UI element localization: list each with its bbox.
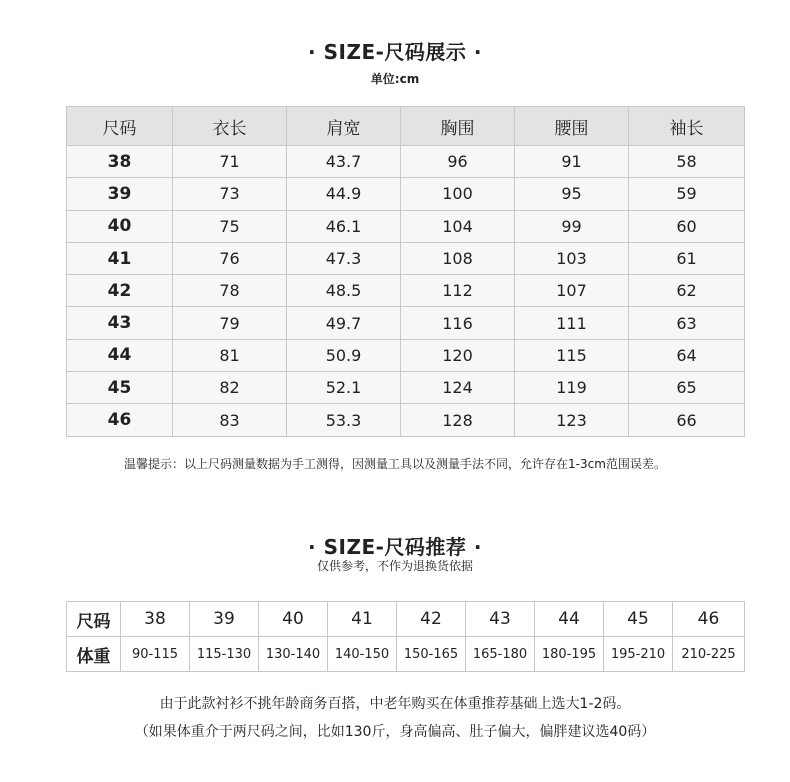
cell-shoulder: 46.1 <box>287 210 401 242</box>
table-row <box>67 146 745 178</box>
cell-sleeve: 62 <box>629 275 745 307</box>
cell-waist: 119 <box>515 372 629 404</box>
cell-sleeve: 60 <box>629 210 745 242</box>
recommend-weight-cell: 210-225 <box>673 637 745 672</box>
recommend-weight-cell: 90-115 <box>121 637 190 672</box>
cell-waist: 99 <box>515 210 629 242</box>
table-row <box>67 210 745 242</box>
header-chest: 胸围 <box>401 107 515 146</box>
cell-waist: 123 <box>515 404 629 436</box>
cell-length: 76 <box>173 242 287 274</box>
recommend-weight-row <box>67 637 745 672</box>
cell-length: 81 <box>173 339 287 371</box>
footer-line-1: 由于此款衬衫不挑年龄商务百搭，中老年购买在体重推荐基础上选大1-2码。 <box>159 696 631 712</box>
size-measurement-table <box>66 106 745 437</box>
cell-length: 82 <box>173 372 287 404</box>
cell-size: 41 <box>67 242 173 274</box>
recommend-weight-cell: 130-140 <box>259 637 328 672</box>
recommend-weight-cell: 140-150 <box>328 637 397 672</box>
cell-waist: 95 <box>515 178 629 210</box>
cell-chest: 100 <box>401 178 515 210</box>
recommend-weight-cell: 180-195 <box>535 637 604 672</box>
weight-row-label: 体重 <box>67 637 121 672</box>
header-waist: 腰围 <box>515 107 629 146</box>
cell-waist: 107 <box>515 275 629 307</box>
header-shoulder: 肩宽 <box>287 107 401 146</box>
header-sleeve: 袖长 <box>629 107 745 146</box>
cell-shoulder: 52.1 <box>287 372 401 404</box>
cell-waist: 91 <box>515 146 629 178</box>
header-length: 衣长 <box>173 107 287 146</box>
size-table-body <box>67 146 745 437</box>
size-row-label: 尺码 <box>67 602 121 637</box>
recommend-size-cell: 45 <box>604 602 673 637</box>
recommend-size-cell: 42 <box>397 602 466 637</box>
cell-sleeve: 66 <box>629 404 745 436</box>
recommend-weight-cell: 150-165 <box>397 637 466 672</box>
cell-chest: 112 <box>401 275 515 307</box>
recommend-size-cell: 41 <box>328 602 397 637</box>
cell-size: 44 <box>67 339 173 371</box>
cell-chest: 128 <box>401 404 515 436</box>
cell-length: 71 <box>173 146 287 178</box>
size-chart-title: · SIZE-尺码展示 · <box>308 40 482 64</box>
measurement-note: 温馨提示：以上尺码测量数据为手工测得，因测量工具以及测量手法不同，允许存在1-3cm范围误差。 <box>124 457 666 471</box>
cell-size: 39 <box>67 178 173 210</box>
cell-size: 46 <box>67 404 173 436</box>
recommend-size-cell: 43 <box>466 602 535 637</box>
cell-length: 73 <box>173 178 287 210</box>
cell-shoulder: 48.5 <box>287 275 401 307</box>
cell-waist: 115 <box>515 339 629 371</box>
recommend-weight-cell: 115-130 <box>190 637 259 672</box>
cell-sleeve: 61 <box>629 242 745 274</box>
cell-chest: 108 <box>401 242 515 274</box>
cell-chest: 124 <box>401 372 515 404</box>
footer-line-2: （如果体重介于两尺码之间，比如130斤，身高偏高、肚子偏大，偏胖建议选40码） <box>134 724 656 740</box>
cell-size: 43 <box>67 307 173 339</box>
cell-waist: 111 <box>515 307 629 339</box>
cell-chest: 104 <box>401 210 515 242</box>
recommend-size-cell: 38 <box>121 602 190 637</box>
recommend-size-cell: 44 <box>535 602 604 637</box>
table-row <box>67 404 745 436</box>
cell-shoulder: 47.3 <box>287 242 401 274</box>
recommend-weight-cell: 195-210 <box>604 637 673 672</box>
unit-label: 单位:cm <box>370 72 420 86</box>
cell-size: 45 <box>67 372 173 404</box>
recommend-weight-cell: 165-180 <box>466 637 535 672</box>
cell-size: 42 <box>67 275 173 307</box>
cell-sleeve: 58 <box>629 146 745 178</box>
cell-length: 79 <box>173 307 287 339</box>
cell-shoulder: 49.7 <box>287 307 401 339</box>
table-row <box>67 307 745 339</box>
cell-length: 78 <box>173 275 287 307</box>
cell-length: 83 <box>173 404 287 436</box>
cell-shoulder: 53.3 <box>287 404 401 436</box>
cell-sleeve: 59 <box>629 178 745 210</box>
cell-shoulder: 44.9 <box>287 178 401 210</box>
cell-chest: 120 <box>401 339 515 371</box>
cell-chest: 96 <box>401 146 515 178</box>
cell-chest: 116 <box>401 307 515 339</box>
recommend-subtitle: 仅供参考，不作为退换货依据 <box>316 559 473 573</box>
table-row <box>67 178 745 210</box>
recommend-size-cell: 46 <box>673 602 745 637</box>
cell-waist: 103 <box>515 242 629 274</box>
recommend-size-row <box>67 602 745 637</box>
cell-length: 75 <box>173 210 287 242</box>
cell-sleeve: 64 <box>629 339 745 371</box>
cell-size: 40 <box>67 210 173 242</box>
cell-shoulder: 50.9 <box>287 339 401 371</box>
recommend-size-cell: 40 <box>259 602 328 637</box>
recommend-size-cell: 39 <box>190 602 259 637</box>
cell-sleeve: 63 <box>629 307 745 339</box>
cell-shoulder: 43.7 <box>287 146 401 178</box>
header-size: 尺码 <box>67 107 173 146</box>
cell-sleeve: 65 <box>629 372 745 404</box>
size-recommend-table <box>66 601 745 672</box>
table-header-row <box>67 107 745 146</box>
table-row <box>67 339 745 371</box>
size-recommend-title: · SIZE-尺码推荐 · <box>308 535 482 559</box>
table-row <box>67 372 745 404</box>
table-row <box>67 275 745 307</box>
cell-size: 38 <box>67 146 173 178</box>
table-row <box>67 242 745 274</box>
